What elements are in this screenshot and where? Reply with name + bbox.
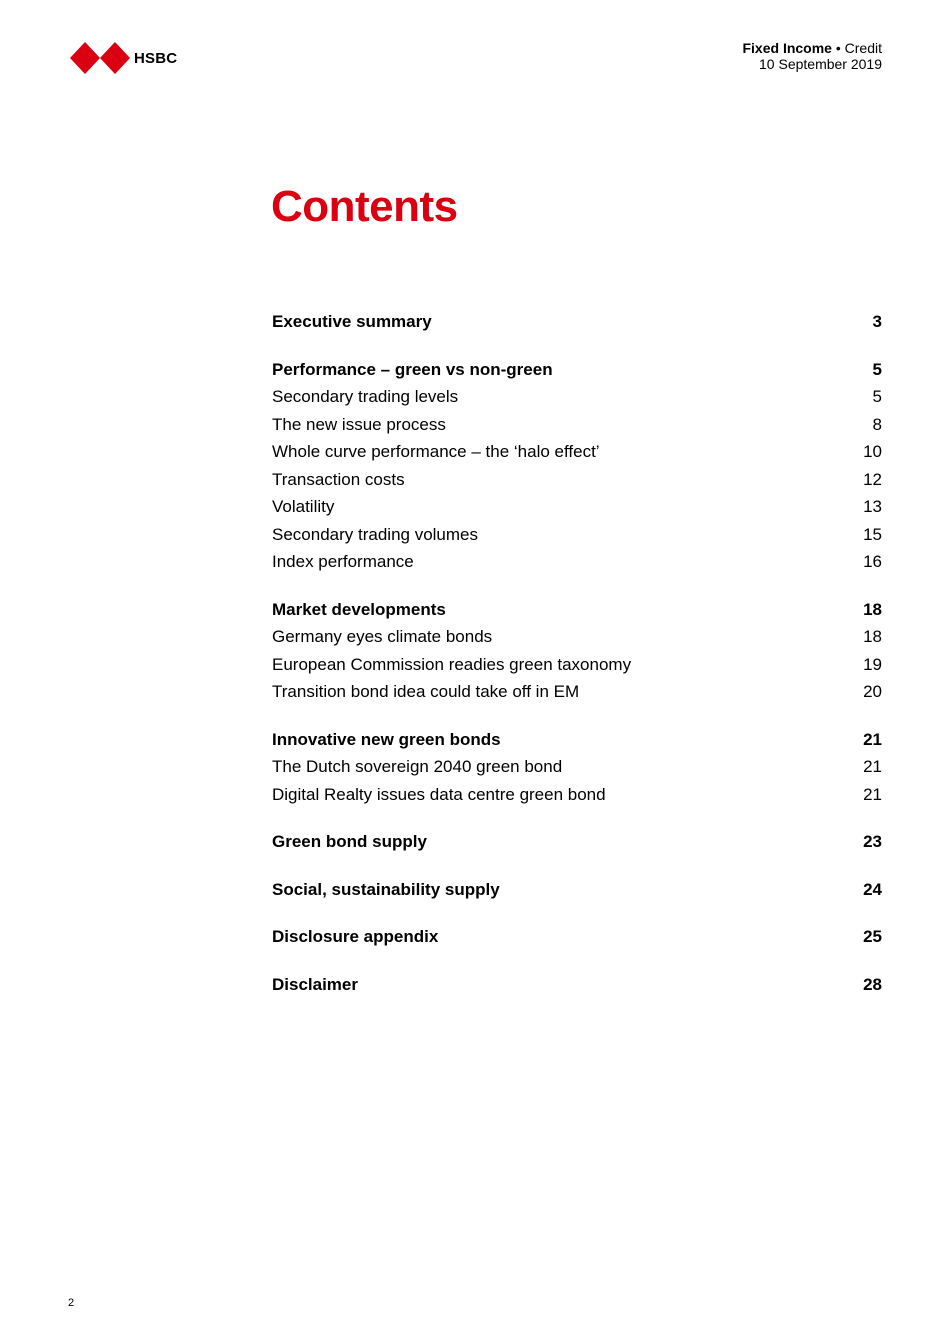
toc-entry-page: 19 [863, 654, 882, 674]
toc-section [272, 356, 882, 576]
toc-entry-title: Whole curve performance – the ‘halo effect’ [272, 442, 600, 461]
toc-section-title: Performance – green vs non-green [272, 359, 553, 379]
toc-entry-title: Digital Realty issues data centre green bond [272, 784, 606, 804]
toc-section [272, 596, 882, 706]
hsbc-logo [70, 42, 177, 74]
toc-entry[interactable] [272, 438, 882, 466]
toc-entry-page: 20 [863, 682, 882, 701]
category-sub: Credit [844, 40, 882, 56]
toc-entry-title: Germany eyes climate bonds [272, 627, 493, 646]
toc-section [272, 923, 882, 951]
toc-section [272, 308, 882, 336]
document-header [742, 40, 882, 72]
toc-section-title: Executive summary [272, 312, 432, 331]
toc-entry[interactable] [272, 521, 882, 549]
toc-section-page: 23 [863, 832, 882, 851]
hsbc-hexagon-icon [70, 42, 130, 74]
toc-section-heading[interactable] [272, 923, 882, 951]
toc-entry[interactable] [272, 466, 882, 494]
table-of-contents [272, 308, 882, 1018]
toc-section-title: Green bond supply [272, 832, 427, 851]
toc-entry-page: 12 [863, 469, 882, 489]
toc-entry-page: 21 [863, 757, 882, 776]
toc-section-page: 21 [863, 729, 882, 749]
toc-section-title: Market developments [272, 599, 446, 619]
toc-entry[interactable] [272, 411, 882, 439]
logo-text: HSBC [134, 49, 178, 67]
toc-section-title: Social, sustainability supply [272, 879, 500, 899]
toc-section-heading[interactable] [272, 356, 882, 384]
toc-entry-page: 15 [863, 524, 882, 544]
toc-section [272, 828, 882, 856]
bullet-separator: • [835, 40, 841, 56]
toc-section-page: 5 [872, 359, 882, 379]
toc-section-page: 3 [872, 312, 882, 331]
toc-entry-title: The new issue process [272, 414, 446, 434]
toc-section-heading[interactable] [272, 308, 882, 336]
toc-section-page: 25 [863, 927, 882, 946]
toc-entry[interactable] [272, 753, 882, 781]
toc-section-heading[interactable] [272, 876, 882, 904]
toc-entry[interactable] [272, 623, 882, 651]
toc-entry-page: 16 [863, 552, 882, 571]
toc-entry-title: Volatility [272, 497, 335, 516]
toc-entry-title: Transition bond idea could take off in EM [272, 682, 580, 701]
toc-entry[interactable] [272, 383, 882, 411]
toc-entry[interactable] [272, 678, 882, 706]
toc-entry-title: European Commission readies green taxonomy [272, 654, 632, 674]
toc-entry-page: 5 [872, 387, 882, 406]
toc-entry-page: 18 [863, 627, 882, 646]
toc-section-page: 18 [863, 599, 882, 619]
toc-entry[interactable] [272, 651, 882, 679]
toc-section-heading[interactable] [272, 596, 882, 624]
toc-entry-title: The Dutch sovereign 2040 green bond [272, 757, 563, 776]
toc-section-title: Disclosure appendix [272, 927, 439, 946]
toc-section-heading[interactable] [272, 726, 882, 754]
toc-entry-page: 8 [872, 414, 882, 434]
page-number: 2 [68, 1297, 75, 1309]
toc-entry-title: Secondary trading volumes [272, 524, 479, 544]
toc-section-heading[interactable] [272, 828, 882, 856]
toc-entry[interactable] [272, 548, 882, 576]
toc-entry-page: 21 [863, 784, 882, 804]
toc-section [272, 726, 882, 809]
toc-entry-title: Index performance [272, 552, 414, 571]
toc-section [272, 876, 882, 904]
toc-entry[interactable] [272, 493, 882, 521]
page-title: Contents [271, 182, 458, 231]
toc-section-title: Disclaimer [272, 974, 358, 994]
toc-entry-page: 10 [863, 442, 882, 461]
toc-section [272, 971, 882, 999]
toc-entry[interactable] [272, 781, 882, 809]
toc-entry-page: 13 [863, 497, 882, 516]
report-date: 10 September 2019 [759, 56, 882, 72]
toc-section-page: 28 [863, 974, 882, 994]
category-line [742, 40, 882, 56]
toc-section-page: 24 [863, 879, 882, 899]
toc-section-heading[interactable] [272, 971, 882, 999]
category-bold: Fixed Income [742, 40, 832, 56]
toc-entry-title: Transaction costs [272, 469, 405, 489]
toc-section-title: Innovative new green bonds [272, 729, 501, 749]
toc-entry-title: Secondary trading levels [272, 387, 459, 406]
